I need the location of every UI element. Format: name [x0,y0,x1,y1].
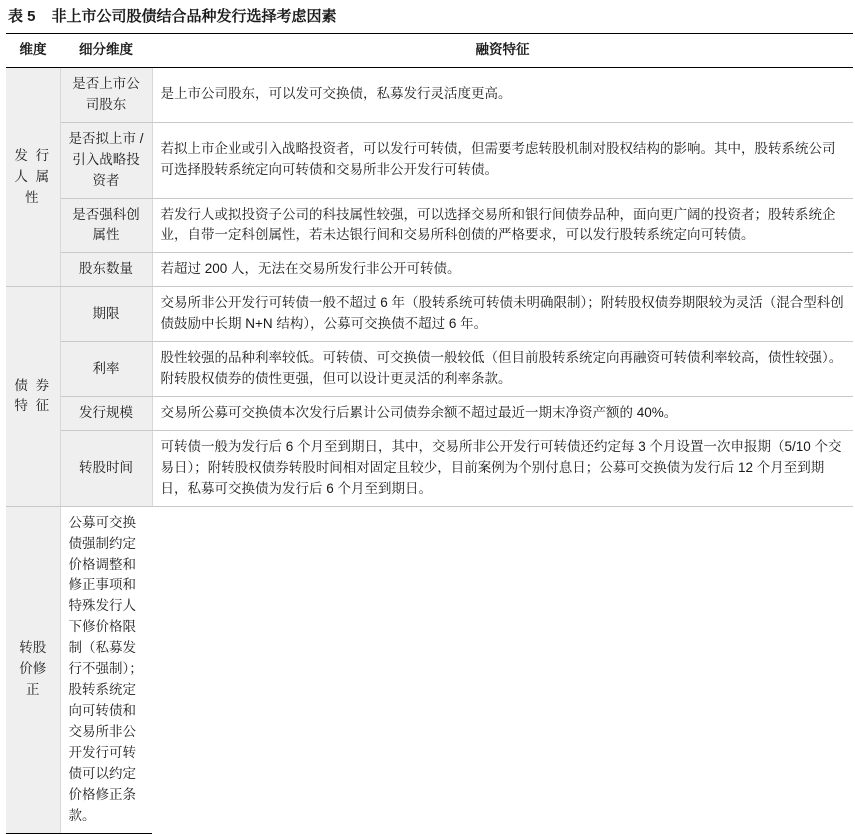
feature-cell: 若超过 200 人，无法在交易所发行非公开可转债。 [152,253,853,287]
table-header-row [6,34,853,68]
feature-cell: 股性较强的品种利率较低。可转债、可交换债一般较低（但目前股转系统定向再融资可转债利率较高，债性较强）。附转股权债券的债性更强，但可以设计更灵活的利率条款。 [152,342,853,397]
subdimension-cell: 期限 [60,287,152,342]
table-row [6,506,853,833]
column-header-dimension: 维度 [6,34,60,68]
table-head [6,34,853,68]
table-row [6,342,853,397]
table-row [6,122,853,198]
table-row [6,67,853,122]
subdimension-cell: 是否拟上市 / 引入战略投资者 [60,122,152,198]
subdimension-cell: 转股价修正 [6,506,60,833]
table-caption-text: 非上市公司股债结合品种发行选择考虑因素 [51,8,337,25]
feature-cell: 交易所非公开发行可转债一般不超过 6 年（股转系统可转债未明确限制）；附转股权债券期限较为灵活（混合型科创债鼓励中长期 N+N 结构），公募可交换债不超过 6 年。 [152,287,853,342]
subdimension-cell: 是否强科创属性 [60,198,152,253]
feature-cell: 若发行人或拟投资子公司的科技属性较强，可以选择交易所和银行间债券品种，面向更广阔的投资者；股转系统企业，自带一定科创属性，若未达银行间和交易所科创债的严格要求，可以发行股转系统定向可转债。 [152,198,853,253]
feature-cell: 若拟上市企业或引入战略投资者，可以发行可转债，但需要考虑转股机制对股权结构的影响。其中，股转系统公司可选择股转系统定向可转债和交易所非公开发行可转债。 [152,122,853,198]
subdimension-cell: 利率 [60,342,152,397]
table-row [6,396,853,430]
table-caption [0,0,855,33]
comparison-table [6,33,853,834]
dimension-cell-issuer: 发 行 人 属 性 [6,67,60,286]
column-header-subdimension: 细分维度 [60,34,152,68]
feature-cell: 可转债一般为发行后 6 个月至到期日，其中，交易所非公开发行可转债还约定每 3 个月设置一次申报期（5/10 个交易日）；附转股权债券转股时间相对固定且较少，目前案例为个别付息日；公募可交换债为发行后 12 个月至到期日，私募可交换债为发行后 6 个月至到期日。 [152,430,853,506]
column-header-feature: 融资特征 [152,34,853,68]
table-caption-label: 表 5 [8,8,36,25]
feature-cell: 交易所公募可交换债本次发行后累计公司债券余额不超过最近一期末净资产额的 40%。 [152,396,853,430]
subdimension-cell: 股东数量 [60,253,152,287]
subdimension-cell: 转股时间 [60,430,152,506]
table-row [6,287,853,342]
feature-cell: 公募可交换债强制约定价格调整和修正事项和特殊发行人下修价格限制（私募发行不强制）；股转系统定向可转债和交易所非公开发行可转债可以约定价格修正条款。 [60,506,152,833]
subdimension-cell: 发行规模 [60,396,152,430]
table-row [6,430,853,506]
table-row [6,198,853,253]
feature-cell: 是上市公司股东，可以发可交换债，私募发行灵活度更高。 [152,67,853,122]
dimension-cell-bond: 债 券 特 征 [6,287,60,506]
table-row [6,253,853,287]
subdimension-cell: 是否上市公司股东 [60,67,152,122]
table-body [6,67,853,833]
